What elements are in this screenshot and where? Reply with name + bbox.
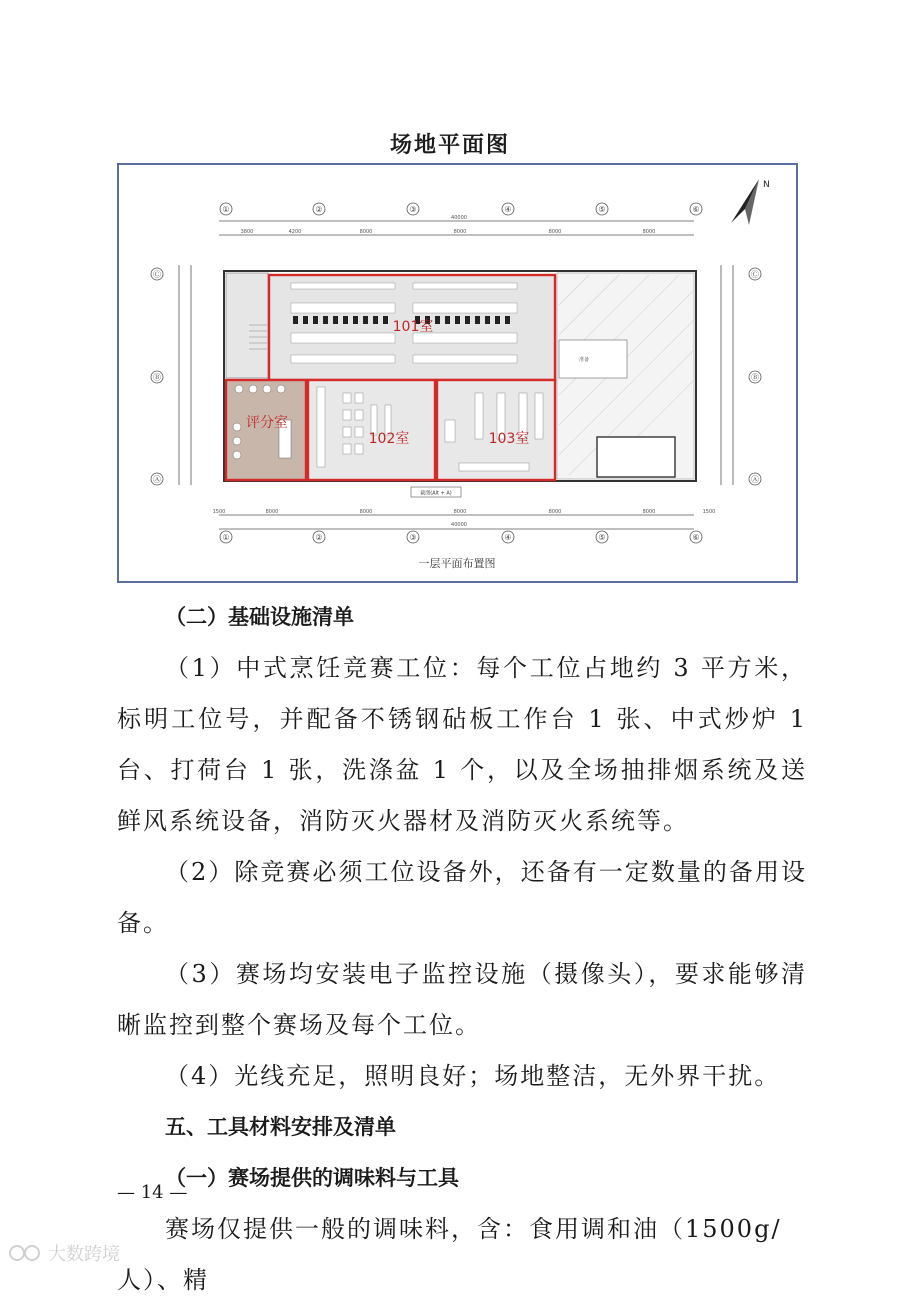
top-dim-3: 8000 <box>359 229 373 235</box>
bottom-dim-5: 8000 <box>548 509 562 515</box>
screenshot-label: 截图(Alt + A) <box>420 490 452 497</box>
grid-col-4-bottom: ④ <box>504 533 512 542</box>
grid-col-5-bottom: ⑤ <box>598 533 606 542</box>
section5-subheading: （一）赛场提供的调味料与工具 <box>165 1166 459 1190</box>
bottom-dim-1: 1500 <box>212 509 226 515</box>
section2-item-2: （2）除竞赛必须工位设备外，还备有一定数量的备用设备。 <box>117 858 807 937</box>
room-101-label: 101室 <box>392 319 434 335</box>
top-dim-1: 3800 <box>240 229 254 235</box>
grid-col-2-bottom: ② <box>315 533 323 542</box>
room-103-label: 103室 <box>488 431 530 447</box>
grid-row-a-left: Ⓐ <box>153 475 161 484</box>
grid-col-6-top: ⑥ <box>692 205 700 214</box>
total-dim-top: 40000 <box>451 215 467 221</box>
watermark-text: 大数跨境 <box>48 1244 120 1265</box>
room-102-label: 102室 <box>368 431 410 447</box>
grid-col-1-top: ① <box>222 205 230 214</box>
top-dim-4: 8000 <box>453 229 467 235</box>
floor-plan <box>117 163 798 583</box>
grid-col-2-top: ② <box>315 205 323 214</box>
top-dim-6: 8000 <box>642 229 656 235</box>
grid-row-c-left: Ⓒ <box>153 270 161 279</box>
page-number: — 14 — <box>117 1182 188 1203</box>
grid-col-6-bottom: ⑥ <box>692 533 700 542</box>
total-dim-bottom: 40000 <box>451 522 467 528</box>
room-scoring-label: 评分室 <box>246 415 288 431</box>
section2-item-4: （4）光线充足，照明良好；场地整洁，无外界干扰。 <box>165 1062 781 1090</box>
section5-paragraph: 赛场仅提供一般的调味料，含：食用调和油（1500g/人）、精 <box>117 1215 782 1294</box>
bottom-dim-3: 8000 <box>359 509 373 515</box>
section2-item-3: （3）赛场均安装电子监控设施（摄像头），要求能够清晰监控到整个赛场及每个工位。 <box>117 960 807 1039</box>
section5-heading: 五、工具材料安排及清单 <box>165 1115 396 1139</box>
north-arrow-icon <box>731 179 770 225</box>
grid-col-4-top: ④ <box>504 205 512 214</box>
bottom-dim-7: 1500 <box>702 509 716 515</box>
section2-item-1: （1）中式烹饪竞赛工位：每个工位占地约 3 平方米，标明工位号，并配备不锈钢砧板工作台 1 张、中式炒炉 1 台、打荷台 1 张，洗涤盆 1 个，以及全场抽排烟系统及送鲜风系统设备，消防灭火器材及消防灭火系统等。 <box>117 654 807 835</box>
plan-caption: 一层平面布置图 <box>418 557 496 570</box>
grid-row-c-right: Ⓒ <box>751 270 759 279</box>
grid-col-5-top: ⑤ <box>598 205 606 214</box>
bottom-dim-2: 8000 <box>265 509 279 515</box>
figure-title: 场地平面图 <box>389 133 510 158</box>
grid-row-b-left: Ⓑ <box>153 373 161 382</box>
grid-col-3-bottom: ③ <box>409 533 417 542</box>
grid-col-3-top: ③ <box>409 205 417 214</box>
side-room-label: 准备 <box>579 357 590 363</box>
svg-text:N: N <box>763 180 770 190</box>
section2-heading: （二）基础设施清单 <box>165 605 354 629</box>
bottom-dim-6: 8000 <box>642 509 656 515</box>
top-dim-2: 4200 <box>288 229 302 235</box>
grid-col-1-bottom: ① <box>222 533 230 542</box>
grid-row-a-right: Ⓐ <box>751 475 759 484</box>
watermark <box>8 1240 120 1266</box>
watermark-logo-icon <box>8 1243 42 1263</box>
top-dim-5: 8000 <box>548 229 562 235</box>
floor-plan-drawing <box>119 165 796 581</box>
grid-row-b-right: Ⓑ <box>751 373 759 382</box>
bottom-dim-4: 8000 <box>453 509 467 515</box>
